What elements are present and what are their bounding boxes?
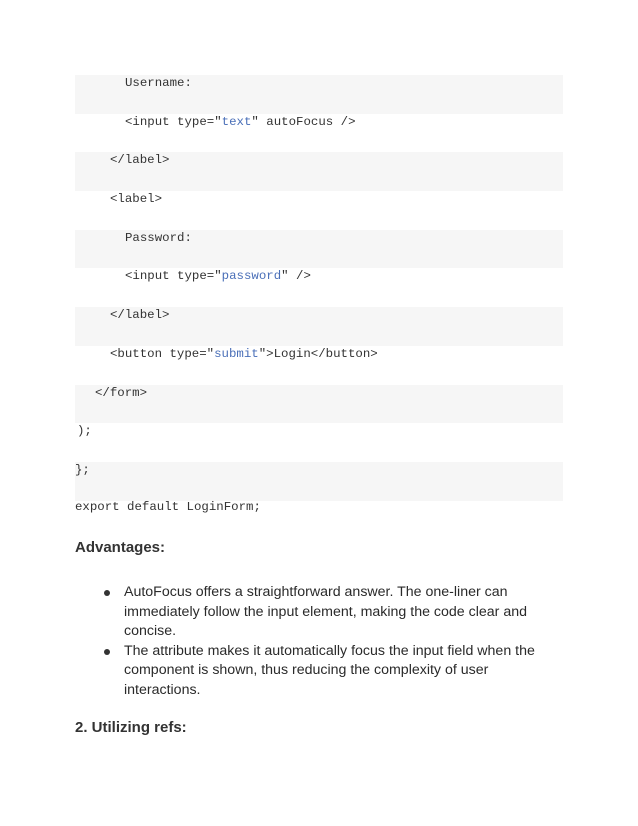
code-line: </form> (75, 385, 563, 424)
code-line: </label> (75, 152, 563, 191)
bullet-dot-icon (104, 649, 110, 655)
code-line: Username: (75, 75, 563, 114)
code-line: <label> (75, 191, 563, 230)
code-line: ); (75, 423, 563, 462)
code-line: <button type="submit">Login</button> (75, 346, 563, 385)
string-literal: text (221, 114, 252, 129)
string-literal: password (221, 269, 282, 284)
code-line: }; (75, 462, 563, 501)
string-literal: submit (214, 346, 259, 361)
advantages-heading: Advantages: (75, 539, 166, 556)
code-block (75, 75, 563, 501)
code-line: Password: (75, 230, 563, 269)
code-line: </label> (75, 307, 563, 346)
code-line: <input type="password" /> (75, 268, 563, 307)
code-line: <input type="text" autoFocus /> (75, 114, 563, 153)
list-item: The attribute makes it automatically focus the input field when the component is shown, thus reducing the complexity of user interactions. (75, 642, 555, 701)
code-export-line: export default LoginForm; (75, 500, 261, 514)
advantages-list (75, 583, 555, 700)
section-heading-refs: 2. Utilizing refs: (75, 719, 187, 736)
list-item: AutoFocus offers a straightforward answer. The one-liner can immediately follow the input element, making the code clear and concise. (75, 583, 555, 642)
bullet-dot-icon (104, 590, 110, 596)
